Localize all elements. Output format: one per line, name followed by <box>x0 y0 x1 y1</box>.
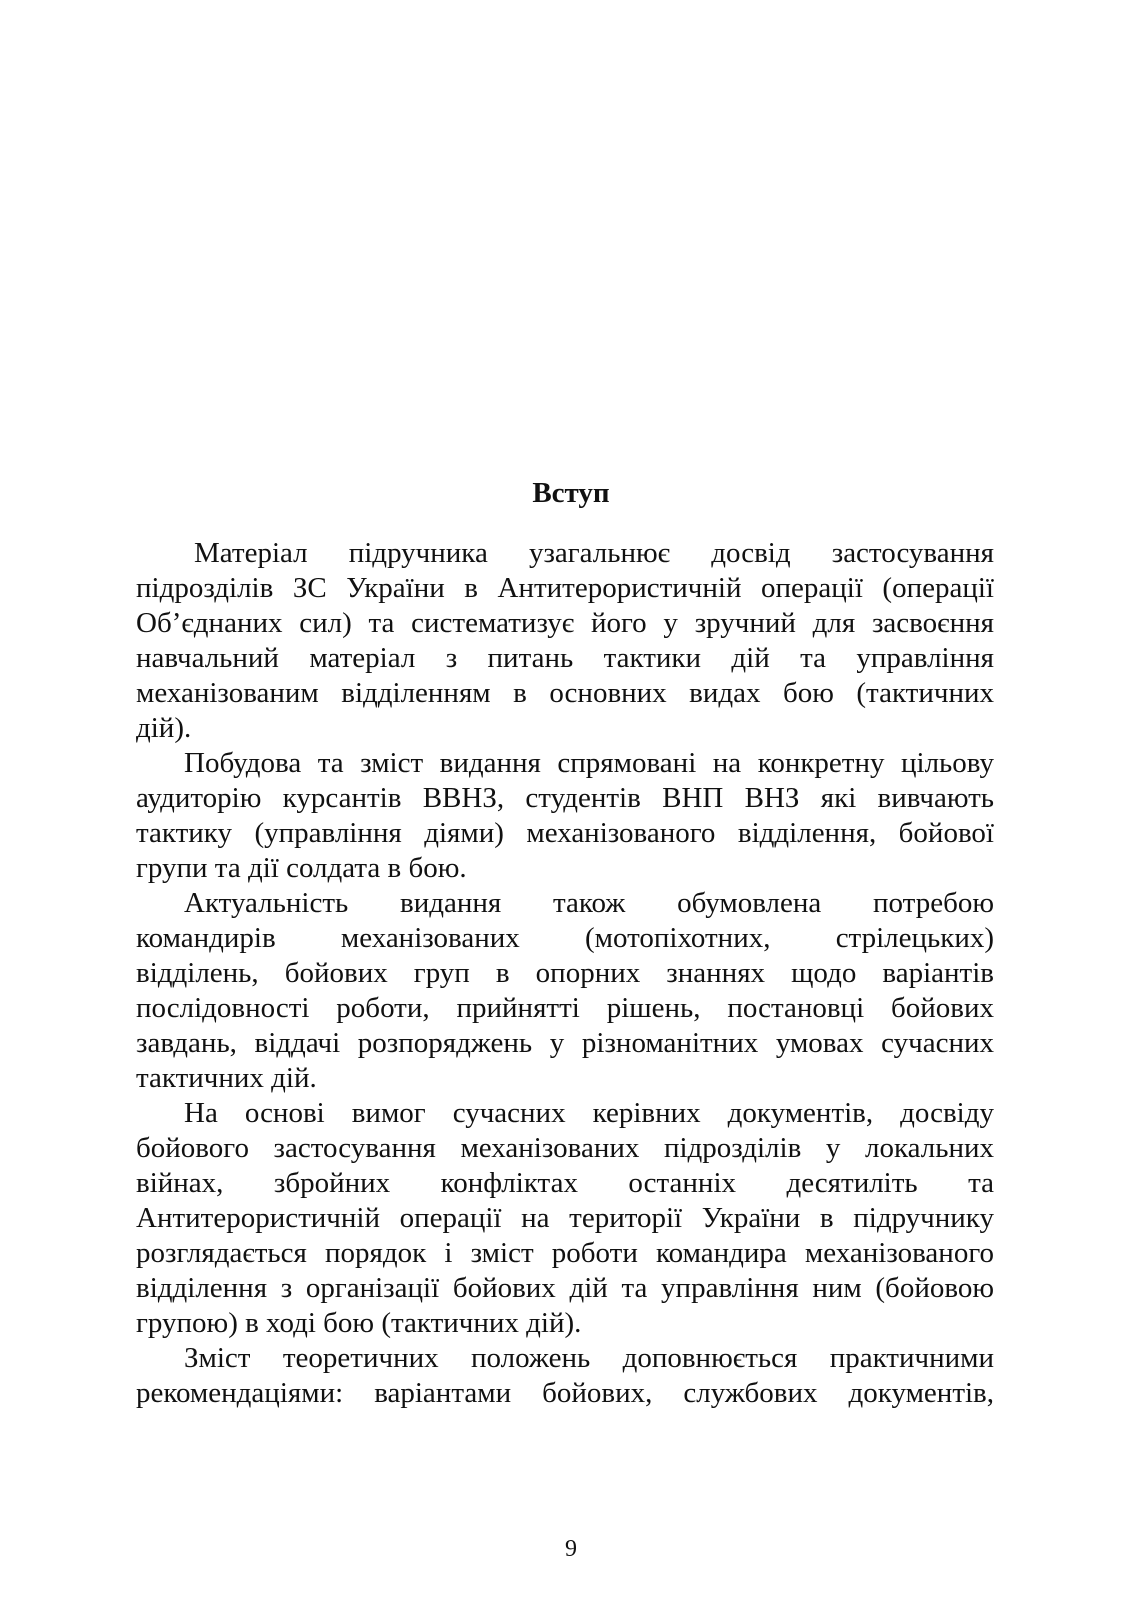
text-line: групою) в ході бою (тактичних дій). <box>136 1307 582 1339</box>
text-line: навчальний матеріал з питань тактики дій та управління <box>136 642 994 674</box>
section-heading: Вступ <box>532 477 610 509</box>
paragraph <box>136 746 994 886</box>
text-line: Актуальність видання також обумовлена потребою <box>184 887 994 919</box>
text-line: підрозділів ЗС України в Антитерористичній операції (операції <box>136 572 994 604</box>
page-number: 9 <box>565 1536 577 1562</box>
text-line: тактичних дій. <box>136 1062 317 1094</box>
text-line: дій). <box>136 712 192 744</box>
text-line: механізованим відділенням в основних видах бою (тактичних <box>136 677 994 709</box>
text-line: розглядається порядок і зміст роботи командира механізованого <box>136 1237 994 1269</box>
text-line: Об’єднаних сил) та систематизує його у зручний для засвоєння <box>136 607 994 639</box>
text-line: групи та дії солдата в бою. <box>136 852 467 884</box>
text-line: командирів механізованих (мотопіхотних, стрілецьких) <box>136 922 994 954</box>
paragraph <box>136 1341 994 1411</box>
text-line: На основі вимог сучасних керівних документів, досвіду <box>184 1097 994 1129</box>
text-line: послідовності роботи, прийнятті рішень, постановці бойових <box>136 992 994 1024</box>
text-line: завдань, віддачі розпоряджень у різноманітних умовах сучасних <box>136 1027 994 1059</box>
paragraph <box>136 536 994 746</box>
paragraph <box>136 1096 994 1341</box>
text-line: рекомендаціями: варіантами бойових, службових документів, <box>136 1377 994 1409</box>
text-line: бойового застосування механізованих підрозділів у локальних <box>136 1132 994 1164</box>
body-text <box>136 536 994 1411</box>
text-line: відділення з організації бойових дій та управління ним (бойовою <box>136 1272 994 1304</box>
text-line: війнах, збройних конфліктах останніх десятиліть та <box>136 1167 994 1199</box>
text-line: Матеріал підручника узагальнює досвід застосування <box>194 537 994 569</box>
text-line: відділень, бойових груп в опорних знаннях щодо варіантів <box>136 957 994 989</box>
paragraph <box>136 886 994 1096</box>
text-line: аудиторію курсантів ВВНЗ, студентів ВНП ВНЗ які вивчають <box>136 782 994 814</box>
text-line: Зміст теоретичних положень доповнюється практичними <box>184 1342 994 1374</box>
text-line: Антитерористичній операції на території України в підручнику <box>136 1202 994 1234</box>
text-line: Побудова та зміст видання спрямовані на конкретну цільову <box>184 747 994 779</box>
text-line: тактику (управління діями) механізованого відділення, бойової <box>136 817 994 849</box>
